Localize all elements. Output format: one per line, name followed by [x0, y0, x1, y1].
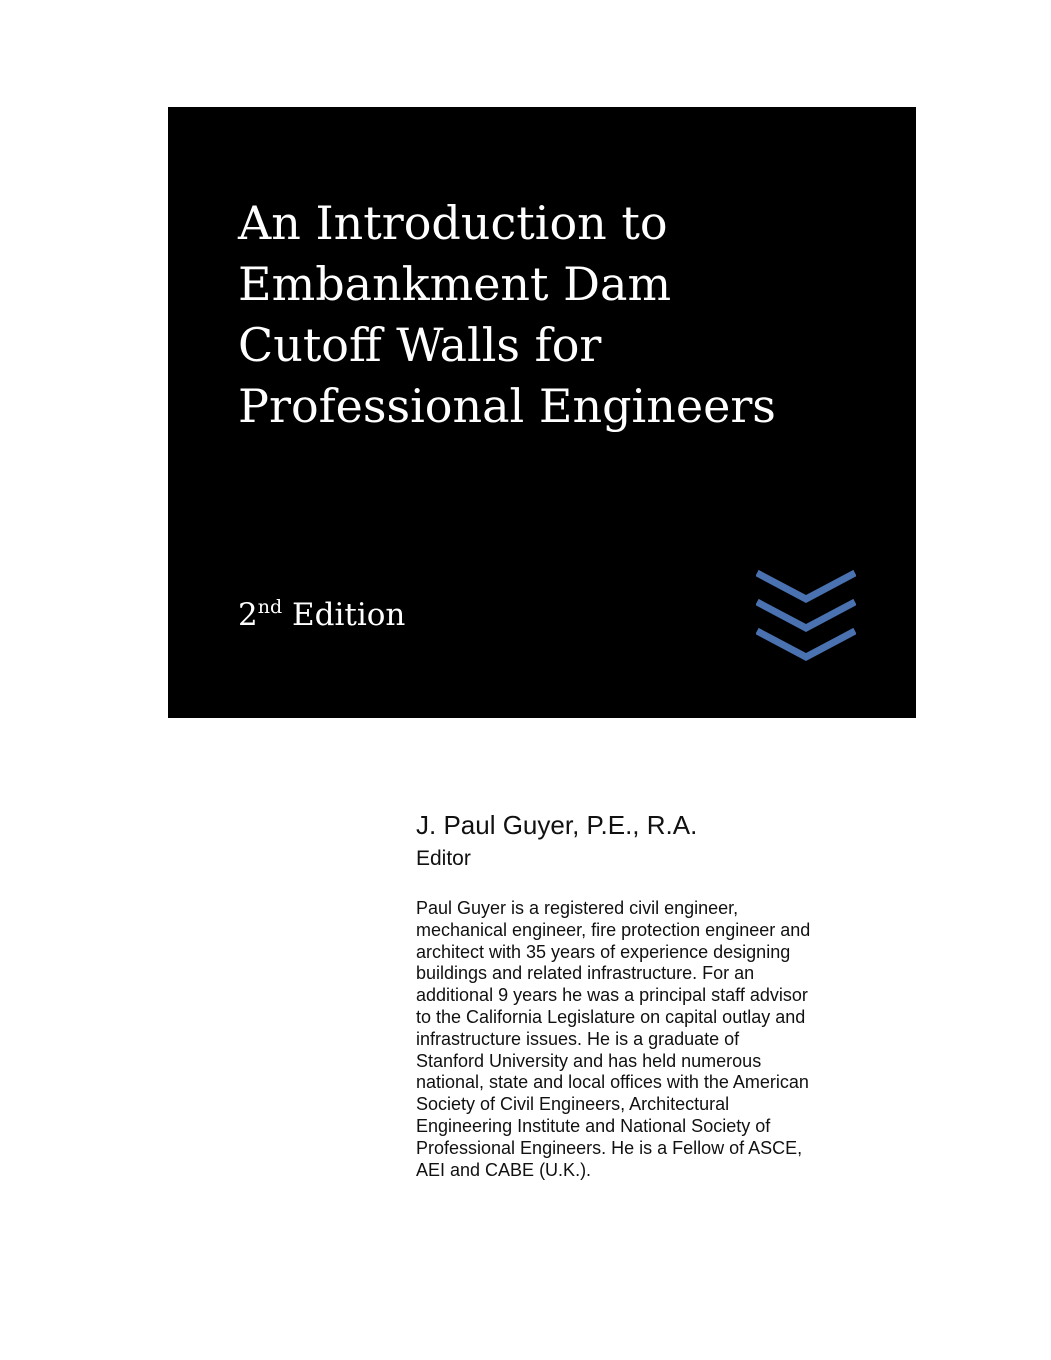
- author-role: Editor: [416, 847, 471, 870]
- bio-line: national, state and local offices with the American: [416, 1072, 809, 1093]
- chevron-down-icon: [757, 631, 855, 657]
- author-bio: [416, 898, 846, 1181]
- bio-line: Engineering Institute and National Society of: [416, 1115, 771, 1136]
- edition-label: [238, 595, 405, 635]
- chevron-down-icon: [757, 602, 855, 628]
- edition-word: Edition: [292, 597, 406, 633]
- chevron-down-icon: [757, 573, 855, 599]
- author-block: [416, 808, 846, 1181]
- bio-line: mechanical engineer, fire protection engineer and: [416, 919, 811, 940]
- bio-line: infrastructure issues. He is a graduate of: [416, 1028, 740, 1049]
- bio-line: architect with 35 years of experience designing: [416, 941, 791, 962]
- bio-line: Professional Engineers. He is a Fellow of ASCE,: [416, 1137, 803, 1158]
- bio-line: to the California Legislature on capital outlay and: [416, 1006, 806, 1027]
- edition-number: 2: [238, 597, 258, 633]
- bio-line: additional 9 years he was a principal staff advisor: [416, 985, 808, 1006]
- bio-line: Paul Guyer is a registered civil engineer,: [416, 898, 739, 918]
- title-line: Embankment Dam: [238, 257, 672, 311]
- bio-line: buildings and related infrastructure. For an: [416, 963, 755, 984]
- book-title: [238, 193, 776, 437]
- cover-panel: [168, 107, 916, 718]
- title-line: Professional Engineers: [238, 379, 776, 433]
- bio-line: AEI and CABE (U.K.).: [416, 1159, 592, 1180]
- bio-line: Society of Civil Engineers, Architectural: [416, 1094, 730, 1115]
- title-line: Cutoff Walls for: [238, 318, 602, 372]
- edition-suffix: nd: [257, 596, 283, 618]
- author-name: J. Paul Guyer, P.E., R.A.: [416, 810, 698, 840]
- title-line: An Introduction to: [238, 196, 668, 250]
- triple-chevron-down-icon: [756, 569, 856, 661]
- bio-line: Stanford University and has held numerous: [416, 1050, 762, 1071]
